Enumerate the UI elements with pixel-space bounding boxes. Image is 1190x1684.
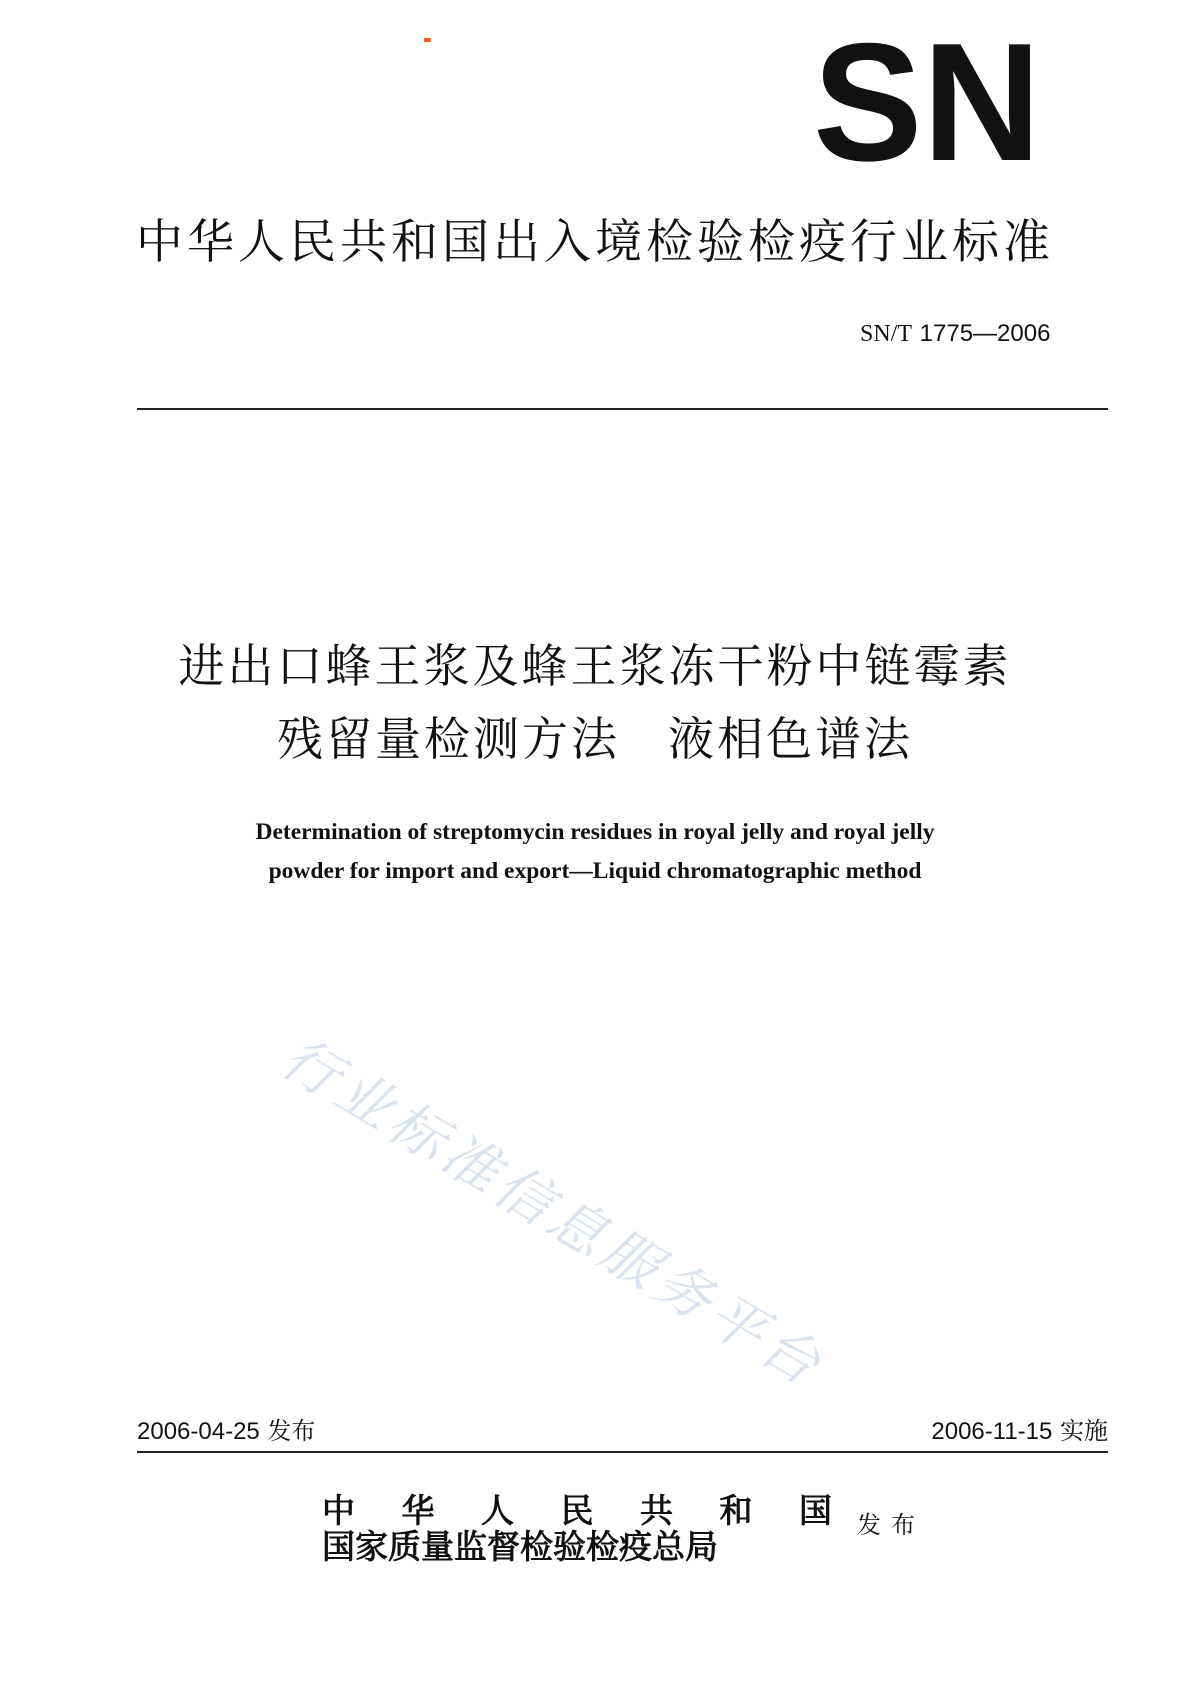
english-title-line-1: Determination of streptomycin residues in royal jelly and royal jelly [255,819,935,845]
publish-action-label: 发布 [857,1511,925,1539]
standard-code-prefix: SN/T [860,321,913,347]
publisher-line-1: 中华人民共和国 [322,1491,832,1530]
top-divider [137,408,1108,410]
issue-date: 2006-04-25 [137,1418,260,1445]
english-title-line-2: powder for import and export—Liquid chromatographic method [268,858,922,884]
publisher-line-2: 国家质量监督检验检疫总局 [322,1527,718,1566]
issue-date-block [137,1416,315,1447]
standard-code-number: 1775—2006 [919,320,1051,347]
watermark-text: 行业标准信息服务平台 [270,1025,836,1401]
bottom-divider [137,1451,1108,1453]
standard-code [860,318,1050,349]
english-title [0,813,1190,891]
effective-date: 2006-11-15 [931,1418,1053,1445]
chinese-title-line-1: 进出口蜂王浆及蜂王浆冻干粉中链霉素 [178,639,1012,693]
chinese-title-method-type: 液相色谱法 [668,712,913,766]
sn-logo-text: SN [813,36,1041,176]
orange-marker-dot [424,38,431,42]
effective-date-block [931,1416,1108,1447]
chinese-title-method-name: 残留量检测方法 [277,712,620,766]
sn-logo [810,36,1045,176]
chinese-title-line-2 [0,710,1190,768]
effective-label: 实施 [1060,1417,1108,1445]
issue-label: 发布 [267,1417,316,1445]
org-title: 中华人民共和国出入境检验检疫行业标准 [136,215,1054,270]
